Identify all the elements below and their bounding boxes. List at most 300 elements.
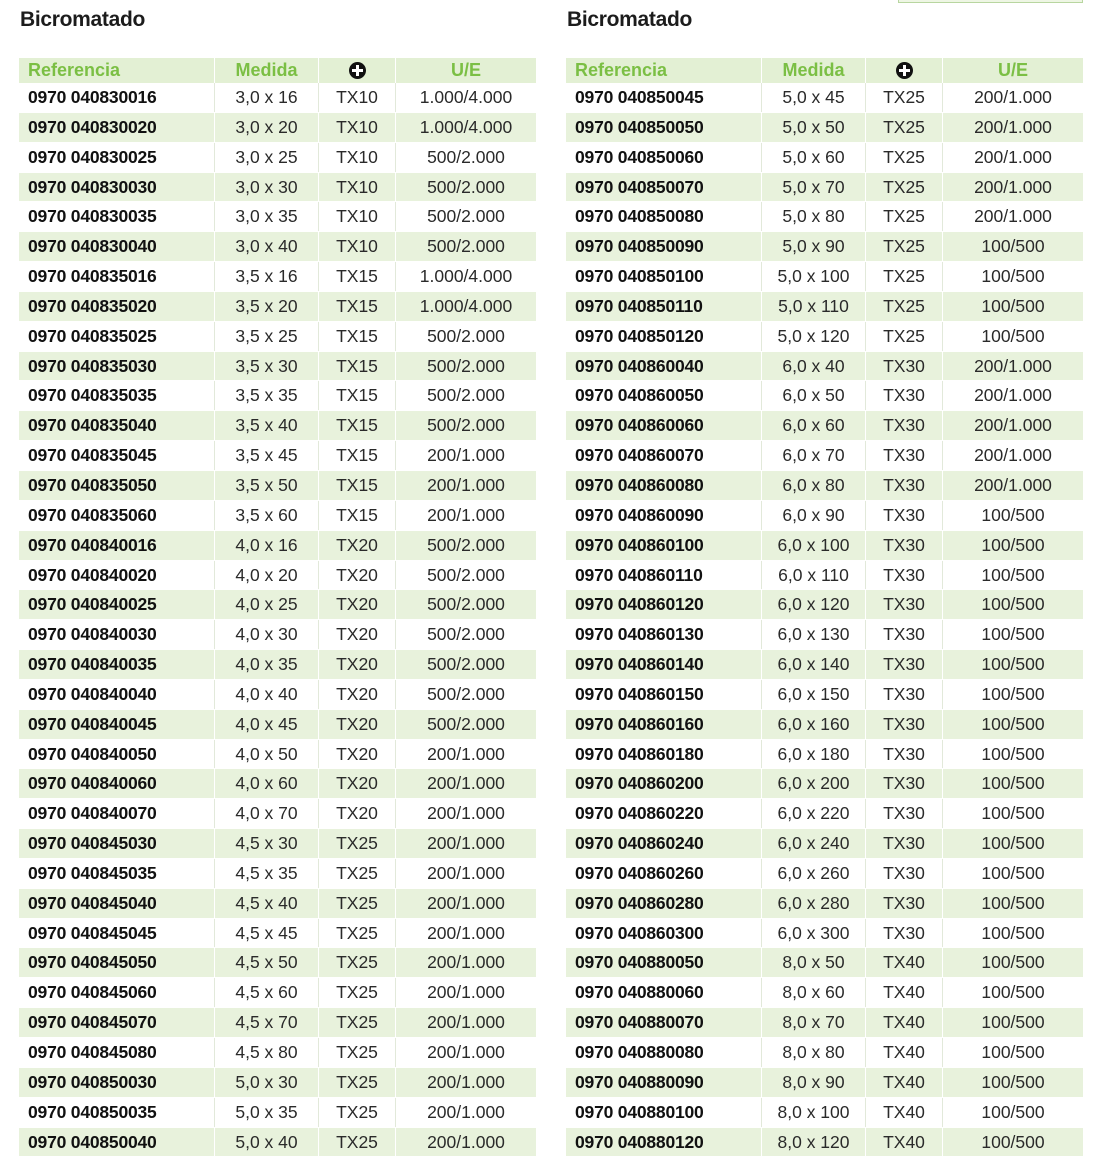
cell-medida: 6,0 x 40 bbox=[761, 352, 865, 381]
table-row bbox=[566, 1128, 1083, 1157]
cell-drive: TX40 bbox=[865, 1038, 942, 1067]
cell-referencia: 0970 040850050 bbox=[575, 116, 704, 137]
cell-referencia: 0970 040840070 bbox=[28, 803, 157, 824]
table-row bbox=[566, 650, 1083, 680]
cell-ue: 200/1.000 bbox=[395, 1008, 536, 1037]
cell-medida: 4,0 x 45 bbox=[214, 710, 318, 739]
cell-ue: 200/1.000 bbox=[395, 1038, 536, 1067]
cell-ue: 100/500 bbox=[942, 620, 1083, 649]
cell-ue: 100/500 bbox=[942, 590, 1083, 619]
cell-medida: 4,0 x 30 bbox=[214, 620, 318, 649]
cell-drive: TX10 bbox=[318, 83, 395, 112]
cell-referencia: 0970 040860280 bbox=[575, 892, 704, 913]
table-row bbox=[566, 740, 1083, 770]
cell-referencia: 0970 040880060 bbox=[575, 982, 704, 1003]
cell-referencia: 0970 040840040 bbox=[28, 683, 157, 704]
cell-ue: 100/500 bbox=[942, 978, 1083, 1007]
cell-referencia: 0970 040860120 bbox=[575, 594, 704, 615]
cell-drive: TX25 bbox=[318, 948, 395, 977]
cell-ue: 200/1.000 bbox=[395, 859, 536, 888]
table-row bbox=[19, 1098, 536, 1128]
cell-drive: TX15 bbox=[318, 352, 395, 381]
cell-drive: TX40 bbox=[865, 948, 942, 977]
cell-medida: 8,0 x 100 bbox=[761, 1098, 865, 1127]
cell-medida: 4,5 x 70 bbox=[214, 1008, 318, 1037]
cell-ue: 100/500 bbox=[942, 322, 1083, 351]
cell-drive: TX30 bbox=[865, 799, 942, 828]
cell-ue: 100/500 bbox=[942, 292, 1083, 321]
cell-ue: 1.000/4.000 bbox=[395, 292, 536, 321]
table-row bbox=[19, 322, 536, 352]
cell-drive: TX30 bbox=[865, 561, 942, 590]
cell-ue: 500/2.000 bbox=[395, 381, 536, 410]
table-row bbox=[566, 441, 1083, 471]
cell-medida: 3,0 x 35 bbox=[214, 202, 318, 231]
cell-referencia: 0970 040850035 bbox=[28, 1101, 157, 1122]
cell-ue: 100/500 bbox=[942, 1008, 1083, 1037]
cell-medida: 4,5 x 50 bbox=[214, 948, 318, 977]
cell-referencia: 0970 040860140 bbox=[575, 654, 704, 675]
cell-ue: 1.000/4.000 bbox=[395, 113, 536, 142]
cell-ue: 500/2.000 bbox=[395, 322, 536, 351]
table-row bbox=[19, 173, 536, 203]
cell-medida: 6,0 x 180 bbox=[761, 740, 865, 769]
cell-referencia: 0970 040850100 bbox=[575, 266, 704, 287]
cell-ue: 200/1.000 bbox=[942, 441, 1083, 470]
table-row bbox=[566, 620, 1083, 650]
table-row bbox=[566, 769, 1083, 799]
cell-referencia: 0970 040860100 bbox=[575, 534, 704, 555]
cell-ue: 100/500 bbox=[942, 740, 1083, 769]
cell-drive: TX25 bbox=[865, 262, 942, 291]
cell-medida: 5,0 x 90 bbox=[761, 232, 865, 261]
cell-medida: 6,0 x 70 bbox=[761, 441, 865, 470]
cell-ue: 100/500 bbox=[942, 561, 1083, 590]
cell-ue: 200/1.000 bbox=[942, 352, 1083, 381]
cell-referencia: 0970 040860240 bbox=[575, 833, 704, 854]
cell-drive: TX25 bbox=[318, 859, 395, 888]
cell-drive: TX25 bbox=[865, 322, 942, 351]
table-row bbox=[19, 441, 536, 471]
cell-medida: 4,0 x 25 bbox=[214, 590, 318, 619]
cell-ue: 500/2.000 bbox=[395, 232, 536, 261]
cell-referencia: 0970 040840025 bbox=[28, 594, 157, 615]
cell-medida: 3,5 x 16 bbox=[214, 262, 318, 291]
cell-ue: 200/1.000 bbox=[395, 978, 536, 1007]
table-row bbox=[566, 292, 1083, 322]
cell-ue: 100/500 bbox=[942, 919, 1083, 948]
cell-ue: 500/2.000 bbox=[395, 561, 536, 590]
cell-ue: 1.000/4.000 bbox=[395, 262, 536, 291]
cell-medida: 5,0 x 45 bbox=[761, 83, 865, 112]
cell-referencia: 0970 040840060 bbox=[28, 773, 157, 794]
cell-medida: 4,5 x 40 bbox=[214, 889, 318, 918]
cell-medida: 3,5 x 35 bbox=[214, 381, 318, 410]
table-row bbox=[19, 859, 536, 889]
cell-referencia: 0970 040860130 bbox=[575, 624, 704, 645]
cell-drive: TX25 bbox=[865, 232, 942, 261]
table-row bbox=[19, 202, 536, 232]
cell-medida: 5,0 x 50 bbox=[761, 113, 865, 142]
cell-referencia: 0970 040860160 bbox=[575, 713, 704, 734]
cell-drive: TX30 bbox=[865, 710, 942, 739]
table-header bbox=[19, 58, 536, 83]
cell-medida: 6,0 x 90 bbox=[761, 501, 865, 530]
cell-drive: TX30 bbox=[865, 411, 942, 440]
cell-ue: 100/500 bbox=[942, 531, 1083, 560]
table-row bbox=[566, 322, 1083, 352]
cell-referencia: 0970 040860110 bbox=[575, 564, 703, 585]
cell-medida: 5,0 x 35 bbox=[214, 1098, 318, 1127]
cell-medida: 8,0 x 50 bbox=[761, 948, 865, 977]
table-row bbox=[19, 769, 536, 799]
cell-drive: TX15 bbox=[318, 262, 395, 291]
cell-drive: TX30 bbox=[865, 829, 942, 858]
cell-referencia: 0970 040850110 bbox=[575, 295, 703, 316]
cell-drive: TX20 bbox=[318, 620, 395, 649]
cell-ue: 100/500 bbox=[942, 232, 1083, 261]
cell-medida: 4,5 x 80 bbox=[214, 1038, 318, 1067]
cell-ue: 200/1.000 bbox=[395, 769, 536, 798]
cell-drive: TX15 bbox=[318, 501, 395, 530]
cell-drive: TX10 bbox=[318, 113, 395, 142]
cell-drive: TX30 bbox=[865, 919, 942, 948]
cell-referencia: 0970 040840045 bbox=[28, 713, 157, 734]
cell-medida: 6,0 x 110 bbox=[761, 561, 865, 590]
cell-referencia: 0970 040880080 bbox=[575, 1042, 704, 1062]
cell-ue: 100/500 bbox=[942, 1098, 1083, 1127]
cell-referencia: 0970 040880100 bbox=[575, 1101, 704, 1122]
table-row bbox=[566, 262, 1083, 292]
cell-medida: 5,0 x 120 bbox=[761, 322, 865, 351]
table-row bbox=[19, 143, 536, 173]
cell-ue: 100/500 bbox=[942, 948, 1083, 977]
table-row bbox=[19, 620, 536, 650]
cell-drive: TX30 bbox=[865, 889, 942, 918]
cell-drive: TX25 bbox=[318, 1128, 395, 1157]
cell-referencia: 0970 040840030 bbox=[28, 624, 157, 645]
cell-referencia: 0970 040830016 bbox=[28, 87, 157, 107]
cell-ue: 200/1.000 bbox=[942, 471, 1083, 500]
cell-drive: TX15 bbox=[318, 292, 395, 321]
table-row bbox=[566, 202, 1083, 232]
cell-medida: 3,5 x 40 bbox=[214, 411, 318, 440]
table-row bbox=[19, 650, 536, 680]
cell-medida: 6,0 x 140 bbox=[761, 650, 865, 679]
cell-referencia: 0970 040835045 bbox=[28, 445, 157, 466]
table-row bbox=[19, 262, 536, 292]
cell-medida: 6,0 x 300 bbox=[761, 919, 865, 948]
cell-medida: 3,0 x 40 bbox=[214, 232, 318, 261]
table-row bbox=[566, 411, 1083, 441]
cell-referencia: 0970 040860300 bbox=[575, 922, 704, 943]
cell-referencia: 0970 040850120 bbox=[575, 325, 704, 346]
table-body bbox=[566, 83, 1083, 1157]
cell-referencia: 0970 040845080 bbox=[28, 1042, 157, 1062]
cell-medida: 3,5 x 45 bbox=[214, 441, 318, 470]
cell-referencia: 0970 040860200 bbox=[575, 773, 704, 794]
cell-referencia: 0970 040835050 bbox=[28, 474, 157, 495]
cell-drive: TX25 bbox=[318, 978, 395, 1007]
table-row bbox=[19, 501, 536, 531]
cell-ue: 200/1.000 bbox=[395, 889, 536, 918]
cell-drive: TX20 bbox=[318, 531, 395, 560]
cell-referencia: 0970 040850030 bbox=[28, 1071, 157, 1092]
cell-medida: 3,5 x 50 bbox=[214, 471, 318, 500]
cell-drive: TX40 bbox=[865, 1098, 942, 1127]
cell-referencia: 0970 040860220 bbox=[575, 803, 704, 824]
cell-drive: TX40 bbox=[865, 978, 942, 1007]
cell-ue: 100/500 bbox=[942, 889, 1083, 918]
cell-referencia: 0970 040830020 bbox=[28, 116, 157, 137]
header-drive bbox=[318, 58, 395, 83]
cell-medida: 4,5 x 45 bbox=[214, 919, 318, 948]
cell-referencia: 0970 040835016 bbox=[28, 266, 157, 287]
header-referencia: Referencia bbox=[28, 60, 121, 80]
cell-drive: TX20 bbox=[318, 740, 395, 769]
cell-referencia: 0970 040835025 bbox=[28, 325, 157, 346]
cell-drive: TX15 bbox=[318, 441, 395, 470]
cell-drive: TX25 bbox=[318, 1068, 395, 1097]
cell-drive: TX30 bbox=[865, 531, 942, 560]
cell-referencia: 0970 040860070 bbox=[575, 445, 704, 466]
table-row bbox=[19, 740, 536, 770]
table-row bbox=[566, 799, 1083, 829]
cell-referencia: 0970 040850080 bbox=[575, 206, 704, 227]
cell-drive: TX15 bbox=[318, 381, 395, 410]
cell-medida: 6,0 x 130 bbox=[761, 620, 865, 649]
cell-ue: 200/1.000 bbox=[942, 173, 1083, 202]
cell-medida: 4,0 x 20 bbox=[214, 561, 318, 590]
table-row bbox=[19, 352, 536, 382]
cell-referencia: 0970 040860260 bbox=[575, 862, 704, 883]
cell-medida: 8,0 x 70 bbox=[761, 1008, 865, 1037]
table-row bbox=[19, 948, 536, 978]
table-row bbox=[566, 1008, 1083, 1038]
cell-drive: TX25 bbox=[318, 829, 395, 858]
cell-drive: TX10 bbox=[318, 202, 395, 231]
table-row bbox=[566, 232, 1083, 262]
cell-drive: TX20 bbox=[318, 680, 395, 709]
cell-drive: TX25 bbox=[318, 1038, 395, 1067]
cell-medida: 5,0 x 30 bbox=[214, 1068, 318, 1097]
cell-ue: 100/500 bbox=[942, 799, 1083, 828]
cell-medida: 4,0 x 35 bbox=[214, 650, 318, 679]
cell-medida: 6,0 x 160 bbox=[761, 710, 865, 739]
table-row bbox=[566, 143, 1083, 173]
table-row bbox=[566, 1098, 1083, 1128]
cell-drive: TX30 bbox=[865, 620, 942, 649]
header-ue: U/E bbox=[942, 58, 1083, 83]
cell-drive: TX25 bbox=[865, 202, 942, 231]
cell-referencia: 0970 040845030 bbox=[28, 833, 157, 854]
cell-ue: 200/1.000 bbox=[395, 948, 536, 977]
cell-referencia: 0970 040845040 bbox=[28, 892, 157, 913]
cell-drive: TX30 bbox=[865, 769, 942, 798]
cell-ue: 200/1.000 bbox=[395, 829, 536, 858]
cell-referencia: 0970 040880050 bbox=[575, 952, 704, 973]
cell-ue: 100/500 bbox=[942, 829, 1083, 858]
table-row bbox=[19, 292, 536, 322]
cell-referencia: 0970 040880090 bbox=[575, 1071, 704, 1092]
cell-referencia: 0970 040845070 bbox=[28, 1012, 157, 1033]
table-row bbox=[566, 561, 1083, 591]
cell-ue: 1.000/4.000 bbox=[395, 83, 536, 112]
cell-referencia: 0970 040835060 bbox=[28, 504, 157, 525]
cell-ue: 200/1.000 bbox=[395, 740, 536, 769]
cell-ue: 100/500 bbox=[942, 859, 1083, 888]
table-row bbox=[19, 1068, 536, 1098]
cell-medida: 6,0 x 150 bbox=[761, 680, 865, 709]
cell-drive: TX40 bbox=[865, 1068, 942, 1097]
cell-drive: TX30 bbox=[865, 590, 942, 619]
cell-medida: 5,0 x 70 bbox=[761, 173, 865, 202]
cell-ue: 200/1.000 bbox=[942, 202, 1083, 231]
cell-ue: 200/1.000 bbox=[395, 1128, 536, 1157]
table-row bbox=[19, 978, 536, 1008]
cell-drive: TX25 bbox=[865, 292, 942, 321]
cell-referencia: 0970 040850045 bbox=[575, 87, 704, 107]
cell-referencia: 0970 040840020 bbox=[28, 564, 157, 585]
cell-drive: TX20 bbox=[318, 710, 395, 739]
table-row bbox=[566, 919, 1083, 949]
cell-drive: TX30 bbox=[865, 352, 942, 381]
table-row bbox=[19, 590, 536, 620]
cell-ue: 500/2.000 bbox=[395, 202, 536, 231]
cell-medida: 3,5 x 60 bbox=[214, 501, 318, 530]
cell-medida: 4,0 x 16 bbox=[214, 531, 318, 560]
cell-ue: 200/1.000 bbox=[395, 1068, 536, 1097]
cell-ue: 100/500 bbox=[942, 680, 1083, 709]
cell-referencia: 0970 040840050 bbox=[28, 743, 157, 764]
table-row bbox=[19, 83, 536, 113]
table-row bbox=[19, 1038, 536, 1068]
plus-icon bbox=[896, 62, 913, 79]
cell-ue: 200/1.000 bbox=[942, 381, 1083, 410]
table-row bbox=[19, 889, 536, 919]
table-body bbox=[19, 83, 536, 1157]
cell-drive: TX15 bbox=[318, 411, 395, 440]
table-row bbox=[566, 978, 1083, 1008]
cell-ue: 500/2.000 bbox=[395, 650, 536, 679]
header-referencia: Referencia bbox=[575, 60, 668, 80]
cell-medida: 4,5 x 30 bbox=[214, 829, 318, 858]
cell-ue: 100/500 bbox=[942, 501, 1083, 530]
cell-ue: 200/1.000 bbox=[395, 919, 536, 948]
table-row bbox=[566, 859, 1083, 889]
cell-drive: TX15 bbox=[318, 322, 395, 351]
table-row bbox=[19, 829, 536, 859]
table-row bbox=[19, 411, 536, 441]
cell-medida: 5,0 x 110 bbox=[761, 292, 865, 321]
table-row bbox=[19, 680, 536, 710]
cell-medida: 4,5 x 60 bbox=[214, 978, 318, 1007]
cell-ue: 500/2.000 bbox=[395, 173, 536, 202]
cell-drive: TX20 bbox=[318, 769, 395, 798]
cell-referencia: 0970 040830030 bbox=[28, 176, 157, 197]
cell-medida: 6,0 x 100 bbox=[761, 531, 865, 560]
cell-ue: 100/500 bbox=[942, 1128, 1083, 1157]
cell-ue: 500/2.000 bbox=[395, 620, 536, 649]
cell-referencia: 0970 040845035 bbox=[28, 862, 157, 883]
table-row bbox=[566, 531, 1083, 561]
cell-referencia: 0970 040840035 bbox=[28, 654, 157, 675]
cell-medida: 6,0 x 200 bbox=[761, 769, 865, 798]
cell-medida: 6,0 x 280 bbox=[761, 889, 865, 918]
cell-medida: 6,0 x 60 bbox=[761, 411, 865, 440]
table-row bbox=[19, 710, 536, 740]
header-medida: Medida bbox=[761, 58, 865, 83]
cell-drive: TX25 bbox=[318, 1008, 395, 1037]
cell-drive: TX30 bbox=[865, 680, 942, 709]
table-row bbox=[19, 381, 536, 411]
table-row bbox=[566, 83, 1083, 113]
table-row bbox=[566, 829, 1083, 859]
cell-referencia: 0970 040835030 bbox=[28, 355, 157, 376]
cell-referencia: 0970 040860050 bbox=[575, 385, 704, 406]
table-row bbox=[19, 561, 536, 591]
cell-medida: 6,0 x 220 bbox=[761, 799, 865, 828]
table-row bbox=[566, 948, 1083, 978]
header-medida: Medida bbox=[214, 58, 318, 83]
cell-referencia: 0970 040835035 bbox=[28, 385, 157, 406]
cell-ue: 200/1.000 bbox=[395, 441, 536, 470]
cell-drive: TX10 bbox=[318, 232, 395, 261]
table-row bbox=[566, 173, 1083, 203]
cell-ue: 100/500 bbox=[942, 650, 1083, 679]
table-row bbox=[566, 680, 1083, 710]
cell-medida: 3,5 x 30 bbox=[214, 352, 318, 381]
cell-ue: 200/1.000 bbox=[942, 83, 1083, 112]
cell-medida: 8,0 x 120 bbox=[761, 1128, 865, 1157]
cell-medida: 3,0 x 25 bbox=[214, 143, 318, 172]
table-row bbox=[19, 1008, 536, 1038]
table-row bbox=[19, 1128, 536, 1157]
cell-drive: TX25 bbox=[865, 113, 942, 142]
table-row bbox=[566, 1068, 1083, 1098]
cell-medida: 3,0 x 20 bbox=[214, 113, 318, 142]
cell-drive: TX20 bbox=[318, 590, 395, 619]
cell-drive: TX30 bbox=[865, 650, 942, 679]
table-row bbox=[566, 710, 1083, 740]
cell-drive: TX30 bbox=[865, 740, 942, 769]
table-row bbox=[566, 1038, 1083, 1068]
cell-ue: 500/2.000 bbox=[395, 531, 536, 560]
cell-referencia: 0970 040850070 bbox=[575, 176, 704, 197]
table-header bbox=[566, 58, 1083, 83]
cell-referencia: 0970 040850040 bbox=[28, 1131, 157, 1152]
cell-drive: TX30 bbox=[865, 859, 942, 888]
table-row bbox=[19, 232, 536, 262]
cell-referencia: 0970 040860060 bbox=[575, 415, 704, 436]
cell-medida: 6,0 x 120 bbox=[761, 590, 865, 619]
cell-drive: TX40 bbox=[865, 1008, 942, 1037]
cell-ue: 100/500 bbox=[942, 262, 1083, 291]
cell-medida: 3,0 x 30 bbox=[214, 173, 318, 202]
cell-drive: TX20 bbox=[318, 799, 395, 828]
cell-drive: TX25 bbox=[318, 919, 395, 948]
cell-drive: TX40 bbox=[865, 1128, 942, 1157]
cell-drive: TX20 bbox=[318, 650, 395, 679]
cell-referencia: 0970 040845060 bbox=[28, 982, 157, 1003]
cell-referencia: 0970 040860040 bbox=[575, 355, 704, 376]
cell-medida: 4,0 x 70 bbox=[214, 799, 318, 828]
cell-medida: 3,5 x 25 bbox=[214, 322, 318, 351]
cell-referencia: 0970 040830035 bbox=[28, 206, 157, 227]
cell-ue: 100/500 bbox=[942, 1038, 1083, 1067]
table-row bbox=[566, 352, 1083, 382]
cell-medida: 6,0 x 260 bbox=[761, 859, 865, 888]
